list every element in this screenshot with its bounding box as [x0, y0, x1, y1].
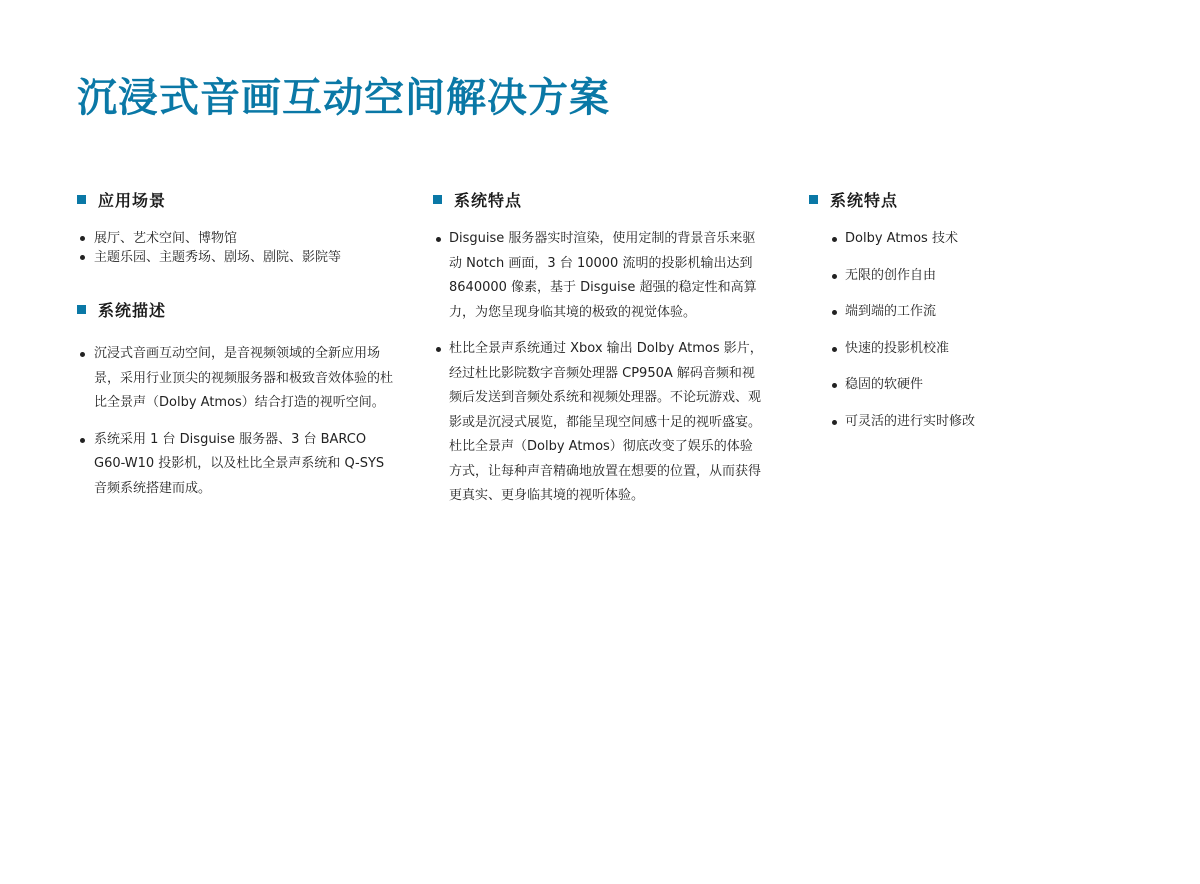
list-item: 杜比全景声系统通过 Xbox 输出 Dolby Atmos 影片，经过杜比影院数字音频处理器 CP950A 解码音频和视频后发送到音频处系统和视频处理器。不论玩游戏、观影或是沉浸式展览，都能呈现空间感十足的视听盛宴。杜比全景声（Dolby Atmos）彻底改变了娱乐的体验方式，让每种声音精确地放置在想要的位置，从而获得更真实、更身临其境的视听体验。	[433, 337, 763, 509]
section-heading-system-features: 系统特点	[433, 188, 763, 210]
list-item: Disguise 服务器实时渲染，使用定制的背景音乐来驱动 Notch 画面，3 台 10000 流明的投影机输出达到 8640000 像素，基于 Disguise 超强的稳定性和高算力，为您呈现身临其境的极致的视觉体验。	[433, 227, 763, 325]
section-heading-system-description: 系统描述	[77, 298, 397, 320]
system-description-list	[77, 342, 397, 501]
column-application	[77, 188, 397, 513]
list-item: 无限的创作自由	[809, 264, 1109, 288]
list-item: 系统采用 1 台 Disguise 服务器、3 台 BARCO G60-W10 投影机，以及杜比全景声系统和 Q-SYS 音频系统搭建而成。	[77, 428, 397, 502]
section-heading-application-scenarios: 应用场景	[77, 188, 397, 210]
square-bullet-icon	[433, 195, 442, 204]
application-scenarios-list	[77, 229, 397, 267]
list-item: 展厅、艺术空间、博物馆	[77, 229, 397, 248]
page-title: 沉浸式音画互动空间解决方案	[77, 75, 610, 121]
square-bullet-icon	[77, 305, 86, 314]
list-item: 沉浸式音画互动空间，是音视频领域的全新应用场景，采用行业顶尖的视频服务器和极致音效体验的杜比全景声（Dolby Atmos）结合打造的视听空间。	[77, 342, 397, 416]
list-item: 主题乐园、主题秀场、剧场、剧院、影院等	[77, 248, 397, 267]
system-features-list	[433, 227, 763, 509]
square-bullet-icon	[809, 195, 818, 204]
column-system-highlights	[809, 188, 1109, 447]
section-heading-system-highlights: 系统特点	[809, 188, 1109, 210]
list-item: Dolby Atmos 技术	[809, 227, 1109, 251]
column-system-features	[433, 188, 763, 521]
list-item: 端到端的工作流	[809, 300, 1109, 324]
list-item: 可灵活的进行实时修改	[809, 410, 1109, 434]
square-bullet-icon	[77, 195, 86, 204]
system-highlights-list	[809, 227, 1109, 434]
list-item: 稳固的软硬件	[809, 373, 1109, 397]
list-item: 快速的投影机校准	[809, 337, 1109, 361]
